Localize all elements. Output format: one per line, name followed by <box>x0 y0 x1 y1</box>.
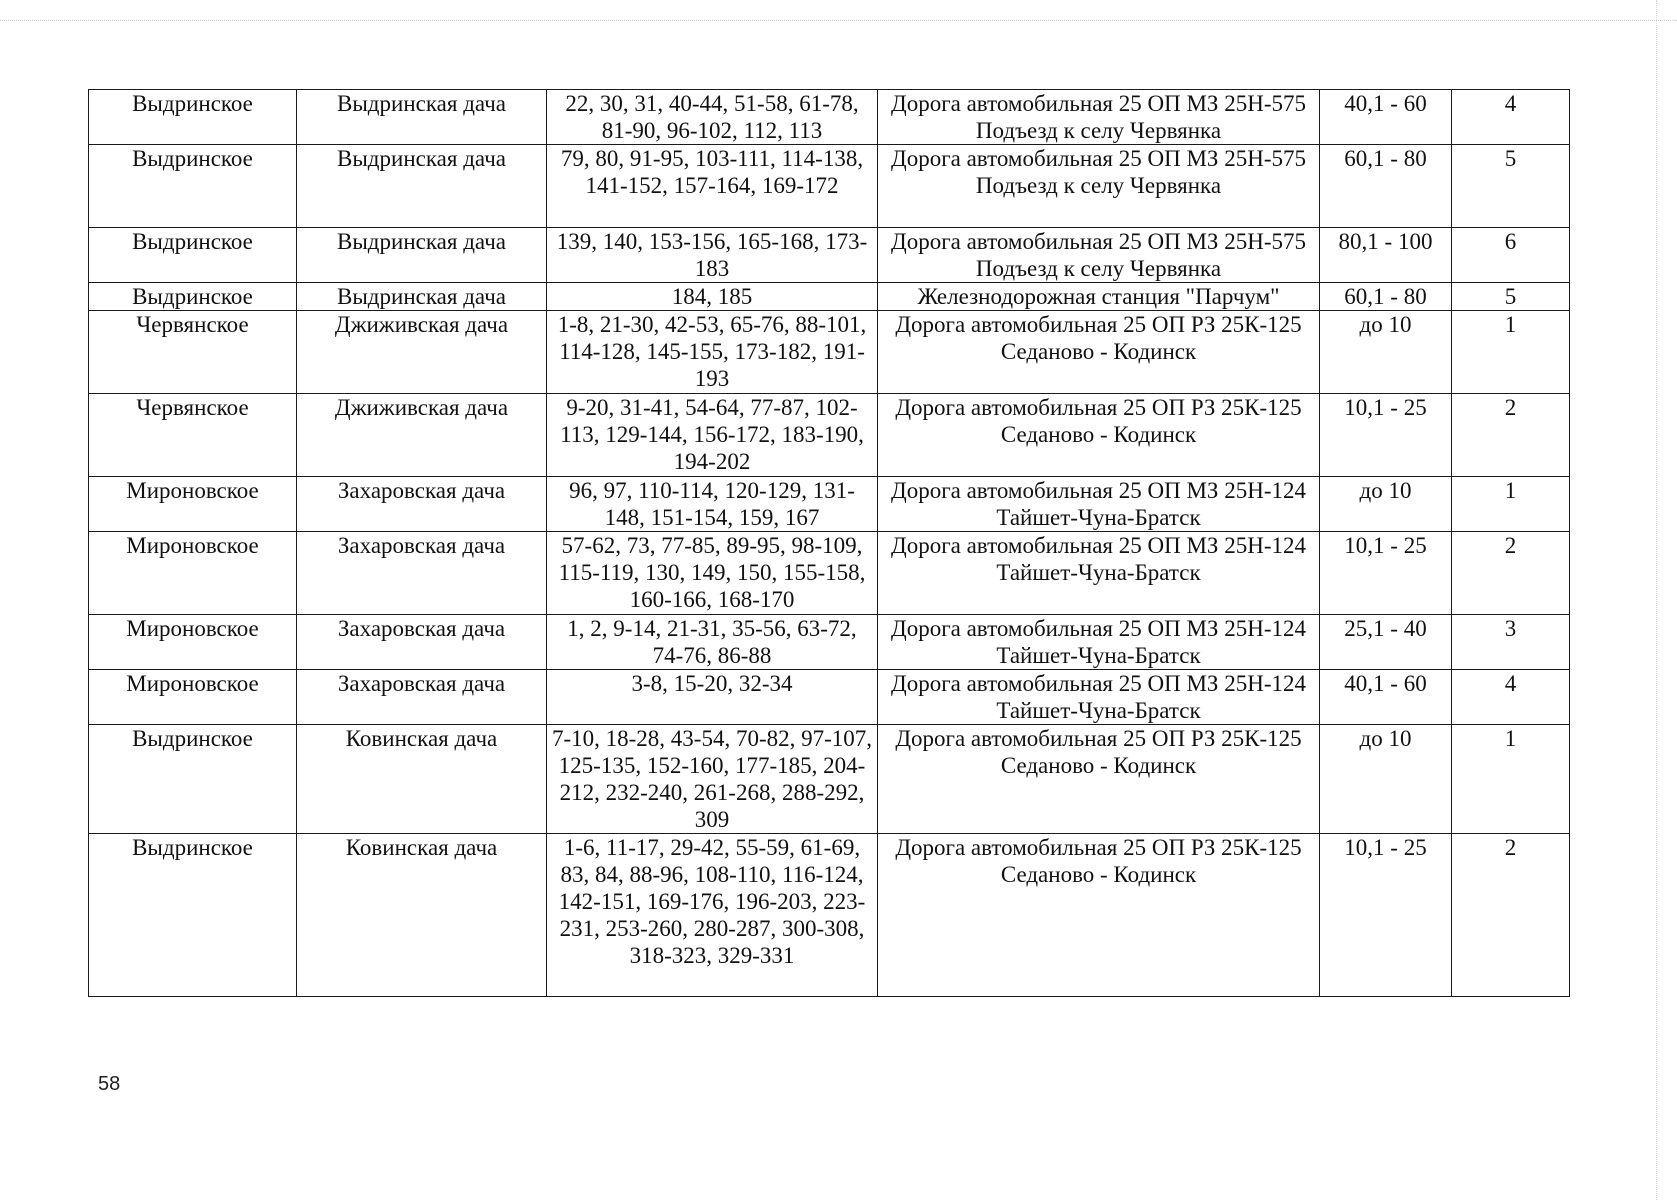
quarters-cell: 57-62, 73, 77-85, 89-95, 98-109, 115-119, 130, 149, 150, 155-158, 160-166, 168-170 <box>547 532 878 615</box>
dacha-cell: Выдринская дача <box>297 90 547 145</box>
road-cell: Железнодорожная станция "Парчум" <box>878 283 1320 311</box>
dacha-cell: Выдринская дача <box>297 228 547 283</box>
dacha-cell: Захаровская дача <box>297 670 547 725</box>
road-cell: Дорога автомобильная 25 ОП МЗ 25Н-124 Тайшет-Чуна-Братск <box>878 615 1320 670</box>
dacha-cell: Захаровская дача <box>297 532 547 615</box>
quarters-cell: 22, 30, 31, 40-44, 51-58, 61-78, 81-90, 96-102, 112, 113 <box>547 90 878 145</box>
district-cell: Выдринское <box>89 228 297 283</box>
zone-cell: 4 <box>1452 670 1570 725</box>
quarters-cell: 1, 2, 9-14, 21-31, 35-56, 63-72, 74-76, 86-88 <box>547 615 878 670</box>
dacha-cell: Джиживская дача <box>297 394 547 477</box>
road-cell: Дорога автомобильная 25 ОП МЗ 25Н-124 Тайшет-Чуна-Братск <box>878 532 1320 615</box>
table-row <box>89 725 1570 834</box>
scan-edge-line-right <box>1656 0 1657 1200</box>
table-row <box>89 283 1570 311</box>
road-cell: Дорога автомобильная 25 ОП МЗ 25Н-124 Тайшет-Чуна-Братск <box>878 670 1320 725</box>
road-cell: Дорога автомобильная 25 ОП РЗ 25К-125 Седаново - Кодинск <box>878 834 1320 997</box>
distance-cell: до 10 <box>1320 311 1452 394</box>
table-row <box>89 477 1570 532</box>
district-cell: Мироновское <box>89 532 297 615</box>
dacha-cell: Джиживская дача <box>297 311 547 394</box>
quarters-cell: 7-10, 18-28, 43-54, 70-82, 97-107, 125-135, 152-160, 177-185, 204-212, 232-240, 261-268, 288-292, 309 <box>547 725 878 834</box>
distance-cell: 10,1 - 25 <box>1320 394 1452 477</box>
table-row <box>89 90 1570 145</box>
quarters-cell: 9-20, 31-41, 54-64, 77-87, 102-113, 129-144, 156-172, 183-190, 194-202 <box>547 394 878 477</box>
distance-cell: 80,1 - 100 <box>1320 228 1452 283</box>
zone-cell: 6 <box>1452 228 1570 283</box>
district-cell: Червянское <box>89 394 297 477</box>
table-row <box>89 615 1570 670</box>
table-row <box>89 394 1570 477</box>
zone-cell: 1 <box>1452 477 1570 532</box>
forest-quarters-table <box>88 89 1570 997</box>
district-cell: Выдринское <box>89 725 297 834</box>
district-cell: Выдринское <box>89 283 297 311</box>
zone-cell: 2 <box>1452 532 1570 615</box>
dacha-cell: Захаровская дача <box>297 477 547 532</box>
road-cell: Дорога автомобильная 25 ОП МЗ 25Н-124 Тайшет-Чуна-Братск <box>878 477 1320 532</box>
quarters-cell: 1-6, 11-17, 29-42, 55-59, 61-69, 83, 84, 88-96, 108-110, 116-124, 142-151, 169-176, 196-203, 223-231, 253-260, 280-287, 300-308, 318-323, 329-331 <box>547 834 878 997</box>
district-cell: Мироновское <box>89 670 297 725</box>
quarters-cell: 96, 97, 110-114, 120-129, 131-148, 151-154, 159, 167 <box>547 477 878 532</box>
zone-cell: 1 <box>1452 311 1570 394</box>
dacha-cell: Ковинская дача <box>297 834 547 997</box>
distance-cell: 10,1 - 25 <box>1320 834 1452 997</box>
table-row <box>89 145 1570 228</box>
quarters-cell: 184, 185 <box>547 283 878 311</box>
quarters-cell: 79, 80, 91-95, 103-111, 114-138, 141-152, 157-164, 169-172 <box>547 145 878 228</box>
distance-cell: 10,1 - 25 <box>1320 532 1452 615</box>
district-cell: Червянское <box>89 311 297 394</box>
road-cell: Дорога автомобильная 25 ОП МЗ 25Н-575 Подъезд к селу Червянка <box>878 228 1320 283</box>
distance-cell: до 10 <box>1320 725 1452 834</box>
distance-cell: 25,1 - 40 <box>1320 615 1452 670</box>
road-cell: Дорога автомобильная 25 ОП МЗ 25Н-575 Подъезд к селу Червянка <box>878 145 1320 228</box>
road-cell: Дорога автомобильная 25 ОП РЗ 25К-125 Седаново - Кодинск <box>878 311 1320 394</box>
table-body <box>89 90 1570 997</box>
table-row <box>89 532 1570 615</box>
zone-cell: 5 <box>1452 283 1570 311</box>
quarters-cell: 1-8, 21-30, 42-53, 65-76, 88-101, 114-128, 145-155, 173-182, 191-193 <box>547 311 878 394</box>
dacha-cell: Ковинская дача <box>297 725 547 834</box>
quarters-cell: 139, 140, 153-156, 165-168, 173-183 <box>547 228 878 283</box>
zone-cell: 4 <box>1452 90 1570 145</box>
table-row <box>89 670 1570 725</box>
distance-cell: 60,1 - 80 <box>1320 283 1452 311</box>
zone-cell: 2 <box>1452 394 1570 477</box>
distance-cell: 40,1 - 60 <box>1320 90 1452 145</box>
district-cell: Выдринское <box>89 90 297 145</box>
zone-cell: 2 <box>1452 834 1570 997</box>
table-row <box>89 834 1570 997</box>
road-cell: Дорога автомобильная 25 ОП РЗ 25К-125 Седаново - Кодинск <box>878 394 1320 477</box>
scan-edge-line <box>0 20 1677 21</box>
distance-cell: до 10 <box>1320 477 1452 532</box>
page-number: 58 <box>98 1073 121 1095</box>
district-cell: Выдринское <box>89 834 297 997</box>
dacha-cell: Выдринская дача <box>297 145 547 228</box>
zone-cell: 3 <box>1452 615 1570 670</box>
zone-cell: 1 <box>1452 725 1570 834</box>
distance-cell: 40,1 - 60 <box>1320 670 1452 725</box>
dacha-cell: Выдринская дача <box>297 283 547 311</box>
table-row <box>89 311 1570 394</box>
zone-cell: 5 <box>1452 145 1570 228</box>
road-cell: Дорога автомобильная 25 ОП МЗ 25Н-575 Подъезд к селу Червянка <box>878 90 1320 145</box>
road-cell: Дорога автомобильная 25 ОП РЗ 25К-125 Седаново - Кодинск <box>878 725 1320 834</box>
distance-cell: 60,1 - 80 <box>1320 145 1452 228</box>
district-cell: Мироновское <box>89 477 297 532</box>
district-cell: Мироновское <box>89 615 297 670</box>
table-row <box>89 228 1570 283</box>
district-cell: Выдринское <box>89 145 297 228</box>
quarters-cell: 3-8, 15-20, 32-34 <box>547 670 878 725</box>
dacha-cell: Захаровская дача <box>297 615 547 670</box>
